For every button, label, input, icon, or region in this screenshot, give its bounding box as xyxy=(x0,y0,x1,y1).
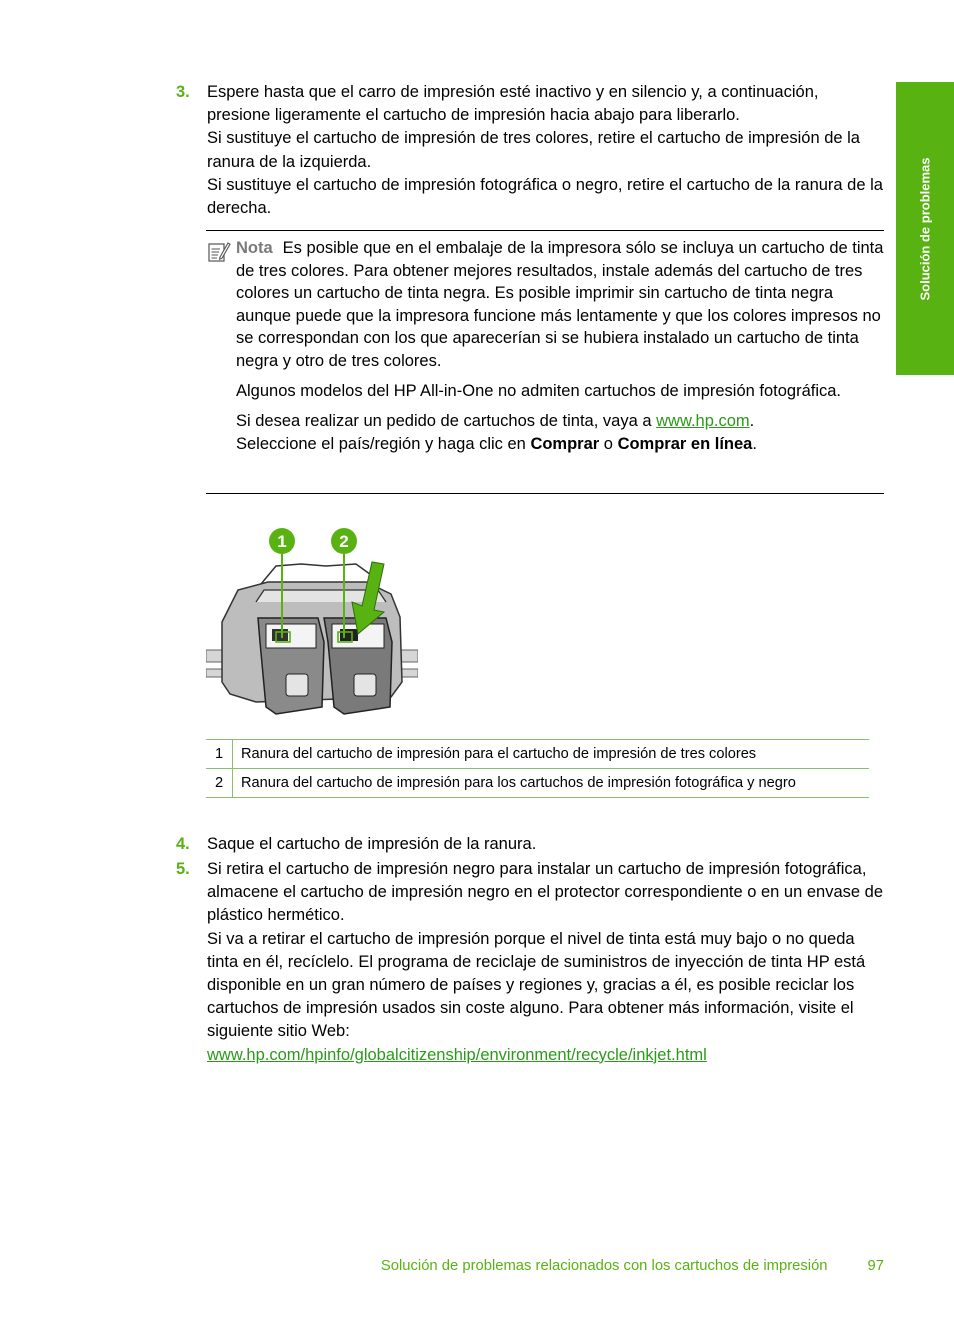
note-label: Nota xyxy=(236,239,273,257)
table-row xyxy=(206,769,869,798)
page-footer xyxy=(300,1258,884,1274)
page-number: 97 xyxy=(867,1258,884,1274)
section-tab-label: Solución de problemas xyxy=(917,156,933,301)
step-text: Espere hasta que el carro de impresión esté inactivo y en silencio y, a continuación, presione ligeramente el cartucho de impresión hacia abajo para liberarlo. xyxy=(207,83,819,125)
step-4 xyxy=(176,833,886,856)
cartridge-illustration xyxy=(206,522,418,722)
note-text: Es posible que en el embalaje de la impresora sólo se incluya un cartucho de tinta de tres colores. Para obtener mejores resultados, instale además del cartucho de tres colores un cartucho de tinta negra. Es posible imprimir sin cartucho de tinta negra aunque puede que la impresora funcione más lentamente y que los colores impresos no se correspondan con los que aparecerían si se hubiera instalado un cartucho de tinta negra y otro de tres colores. xyxy=(236,239,884,370)
note-text: Algunos modelos del HP All-in-One no admiten cartuchos de impresión fotográfica. xyxy=(236,382,842,401)
legend-number: 1 xyxy=(206,740,233,769)
callout-2: 2 xyxy=(339,532,349,551)
step-text: Si retira el cartucho de impresión negro para instalar un cartucho de impresión fotográfica, almacene el cartucho de impresión negro en el protector correspondiente o en un envase de plástico hermético. xyxy=(207,860,884,925)
table-row xyxy=(206,740,869,769)
note-pencil-icon xyxy=(207,240,231,264)
step-3 xyxy=(176,81,886,220)
step-number: 5. xyxy=(176,860,190,878)
note-text: o xyxy=(599,434,618,453)
section-tab xyxy=(896,82,954,375)
callout-1: 1 xyxy=(277,532,287,551)
step-5 xyxy=(176,858,886,1067)
step-text: Saque el cartucho de impresión de la ranura. xyxy=(207,835,537,853)
comprar-en-linea-text: Comprar en línea xyxy=(617,434,753,453)
hp-link[interactable]: www.hp.com xyxy=(656,412,750,431)
legend-text: Ranura del cartucho de impresión para los cartuchos de impresión fotográfica y negro xyxy=(233,769,870,798)
note-text: . xyxy=(749,412,755,431)
legend-number: 2 xyxy=(206,769,233,798)
legend-table xyxy=(206,739,869,798)
step-text: Si va a retirar el cartucho de impresión porque el nivel de tinta está muy bajo o no queda tinta en él, recíclelo. El programa de reciclaje de suministros de inyección de tinta HP está disponible en un gran número de países y regiones y, gracias a él, es posible reciclar los cartuchos de impresión usados sin coste alguno. Para obtener más información, visite el siguiente sitio Web: xyxy=(207,929,866,1041)
recycle-link[interactable]: www.hp.com/hpinfo/globalcitizenship/environment/recycle/inkjet.html xyxy=(207,1045,707,1064)
step-text: Si sustituye el cartucho de impresión de tres colores, retire el cartucho de impresión de la ranura de la izquierda. xyxy=(207,129,860,171)
step-number: 4. xyxy=(176,835,190,853)
step-number: 3. xyxy=(176,83,190,101)
note-text: Si desea realizar un pedido de cartuchos de tinta, vaya a xyxy=(236,412,657,431)
comprar-text: Comprar xyxy=(530,434,600,453)
note-text: . xyxy=(752,434,757,453)
step-text: Si sustituye el cartucho de impresión fotográfica o negro, retire el cartucho de la ranura de la derecha. xyxy=(207,175,883,218)
legend-text: Ranura del cartucho de impresión para el cartucho de impresión de tres colores xyxy=(233,740,870,769)
note-box xyxy=(206,230,884,494)
footer-section-title: Solución de problemas relacionados con los cartuchos de impresión xyxy=(380,1258,828,1274)
note-text: Seleccione el país/región y haga clic en xyxy=(236,434,531,453)
